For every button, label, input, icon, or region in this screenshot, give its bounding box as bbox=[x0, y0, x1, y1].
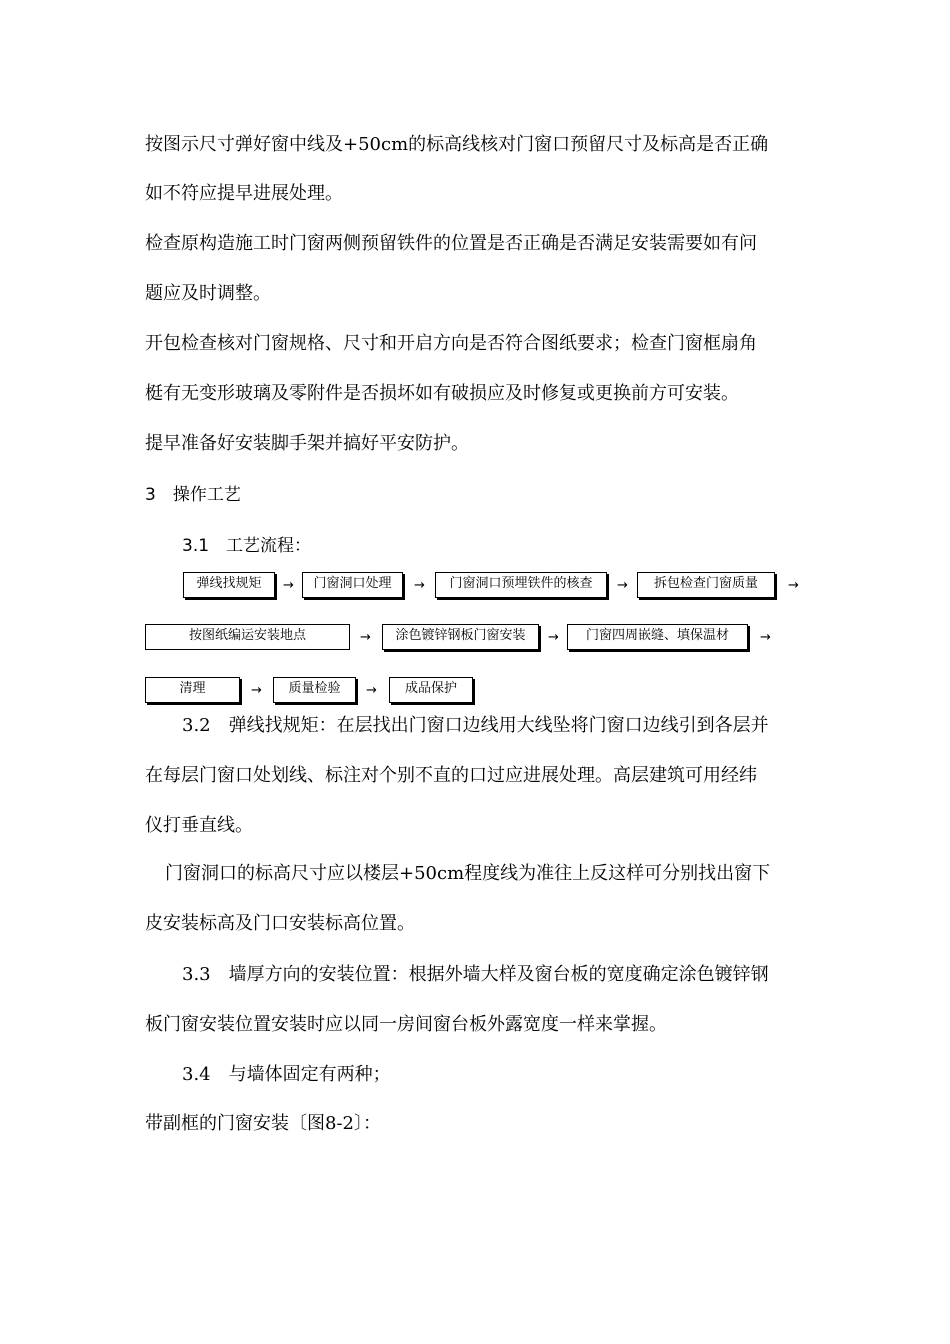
paragraph-line: 带副框的门窗安装〔图8-2〕： bbox=[145, 1113, 381, 1134]
flow-step: 拆包检查门窗质量 bbox=[637, 572, 775, 598]
flow-step: 成品保护 bbox=[389, 677, 473, 703]
paragraph-line: 开包检查核对门窗规格、尺寸和开启方向是否符合图纸要求；检查门窗框扇角 bbox=[145, 333, 757, 354]
paragraph-line: 皮安装标高及门口安装标高位置。 bbox=[145, 913, 415, 934]
paragraph-line: 3.2 弹线找规矩：在层找出门窗口边线用大线坠将门窗口边线引到各层并 bbox=[182, 715, 769, 736]
paragraph-line: 题应及时调整。 bbox=[145, 283, 271, 304]
paragraph-line: 板门窗安装位置安装时应以同一房间窗台板外露宽度一样来掌握。 bbox=[145, 1014, 667, 1035]
paragraph-line: 如不符应提早进展处理。 bbox=[145, 183, 343, 204]
flow-step: 涂色镀锌钢板门窗安装 bbox=[382, 624, 539, 650]
paragraph-line: 检查原构造施工时门窗两侧预留铁件的位置是否正确是否满足安装需要如有问 bbox=[145, 233, 757, 254]
paragraph-line: 提早准备好安装脚手架并搞好平安防护。 bbox=[145, 433, 469, 454]
paragraph-line: 仪打垂直线。 bbox=[145, 815, 253, 836]
flow-step: 清理 bbox=[145, 677, 240, 703]
section-heading: 3 操作工艺 bbox=[145, 485, 241, 505]
flow-arrow: → bbox=[760, 630, 771, 645]
flow-step: 门窗洞口处理 bbox=[302, 572, 403, 598]
paragraph-line: 3.3 墙厚方向的安装位置：根据外墙大样及窗台板的宽度确定涂色镀锌钢 bbox=[182, 964, 769, 985]
flow-step: 质量检验 bbox=[273, 677, 356, 703]
flow-step: 门窗四周嵌缝、填保温材 bbox=[567, 624, 748, 650]
flow-arrow: → bbox=[548, 630, 559, 645]
flow-arrow: → bbox=[360, 630, 371, 645]
flow-arrow: → bbox=[251, 683, 262, 698]
paragraph-line: 在每层门窗口处划线、标注对个别不直的口过应进展处理。高层建筑可用经纬 bbox=[145, 765, 757, 786]
flow-arrow: → bbox=[283, 578, 294, 593]
flow-arrow: → bbox=[414, 578, 425, 593]
subsection-heading: 3.1 工艺流程： bbox=[182, 536, 312, 556]
flow-arrow: → bbox=[366, 683, 377, 698]
flow-arrow: → bbox=[617, 578, 628, 593]
flow-arrow: → bbox=[788, 578, 799, 593]
flow-step: 按图纸编运安装地点 bbox=[145, 624, 350, 650]
flow-step: 门窗洞口预埋铁件的核查 bbox=[435, 572, 607, 598]
paragraph-line: 门窗洞口的标高尺寸应以楼层+50cm程度线为准往上反这样可分别找出窗下 bbox=[165, 863, 771, 884]
flow-step: 弹线找规矩 bbox=[183, 572, 275, 598]
paragraph-line: 按图示尺寸弹好窗中线及+50cm的标高线核对门窗口预留尺寸及标高是否正确 bbox=[145, 134, 769, 155]
paragraph-line: 梃有无变形玻璃及零附件是否损坏如有破损应及时修复或更换前方可安装。 bbox=[145, 383, 739, 404]
paragraph-line: 3.4 与墙体固定有两种； bbox=[182, 1064, 391, 1085]
